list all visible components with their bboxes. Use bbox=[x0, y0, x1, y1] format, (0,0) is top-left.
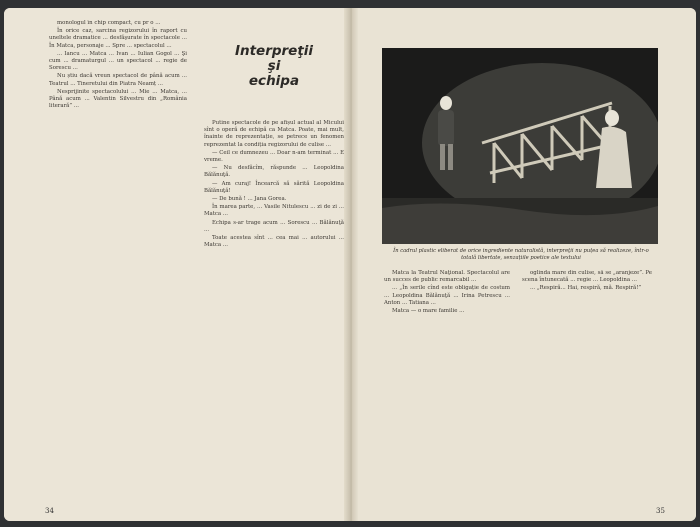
photo-caption: În cadrul plastic eliberat de orice ingrediente naturalistă, interpreţii nu puțea să realizeze, într-o totală libertate, senzațiile poetice ale textului bbox=[393, 248, 649, 261]
paragraph: — Ceil ce dumnezeu ... Doar n-am terminat ... E vreme. bbox=[204, 149, 344, 164]
paragraph: Putine spectacole de pe afișul actual al Micului sînt o operă de echipă ca Matca. Poate, mai mult, înainte de reprezentație, se petrece un fenomen reprezentat la condiția regizorului de culise ... bbox=[204, 120, 344, 148]
left-column bbox=[49, 20, 187, 498]
paragraph: ... Iancu ... Matca ... Ivan ... Iulian Gogol ... Şi cum ... dramaturgul ... un spectacol ... regie de Sorescu ... bbox=[49, 50, 187, 72]
stage-photo-icon bbox=[382, 48, 658, 244]
left-page bbox=[4, 8, 350, 521]
right-page bbox=[350, 8, 696, 521]
book-gutter bbox=[344, 8, 358, 521]
paragraph: În marea parte, ... Vasile Nitulescu ... zi de zi ... Matca ... bbox=[204, 204, 344, 218]
article-column bbox=[204, 120, 344, 500]
title-line: şi bbox=[267, 58, 281, 74]
title-line: Interpreţii bbox=[234, 43, 314, 59]
paragraph: ... „În serile cînd este obligație de costum ... Leopoldina Bălănuţă ... Irina Petrescu ... Anton ... Tatiana ... bbox=[384, 285, 510, 306]
paragraph: Nesprijinite spectacolului ... Mie ... Matca, ... Până acum ... Valentin Silvestru din „România literară” ... bbox=[49, 88, 187, 110]
paragraph: monologul în chip compact, cu pr o ... bbox=[57, 20, 161, 26]
paragraph: Echipa s-ar trage acum ... Sorescu ... Bălănuţă ... bbox=[204, 219, 344, 233]
paragraph: Matca — o mare familie ... bbox=[392, 308, 465, 315]
right-column-2 bbox=[522, 270, 652, 496]
right-column-1 bbox=[384, 270, 510, 496]
paragraph: — Nu desfăcîm, răspunde ... Leopoldina Bălănuţă. bbox=[204, 165, 344, 179]
paragraph: — Am curaj! Încearcă să sărită Leopoldina Bălănuţă! bbox=[204, 180, 344, 194]
paragraph: Matca la Teatrul Naţional. Spectacolul are un succes de public remarcabil ... bbox=[384, 270, 510, 284]
paragraph: Toate acestea sînt ... cea mai ... autorului ... Matca ... bbox=[204, 235, 344, 249]
magazine-spread bbox=[4, 8, 696, 521]
title-line: echipa bbox=[248, 73, 300, 89]
page-number-right: 35 bbox=[656, 507, 665, 515]
paragraph: În orice caz, sarcina regizorului în raport cu uneltele dramatice ... desfăşurate în spectacole ... În Matca, personaje ... Spre ... spectacolul ... bbox=[49, 28, 187, 49]
article-title bbox=[204, 44, 344, 89]
stage-photo bbox=[382, 48, 658, 244]
page-number-left: 34 bbox=[45, 507, 54, 515]
paragraph: Nu știu dacă vreun spectacol de până acum ... Teatrul ... Tineretului din Piatra Neamț ... bbox=[49, 73, 187, 87]
paragraph: oglinda mare din culise, să se „aranjeze”. Pe scena întunecată ... regie ... Leopoldina ... bbox=[522, 270, 652, 284]
paragraph: — De bună ! ... Jana Gorea. bbox=[212, 196, 287, 203]
paragraph: ... „Respiră... Hai, respiră, mă. Respiră!” bbox=[530, 285, 642, 292]
